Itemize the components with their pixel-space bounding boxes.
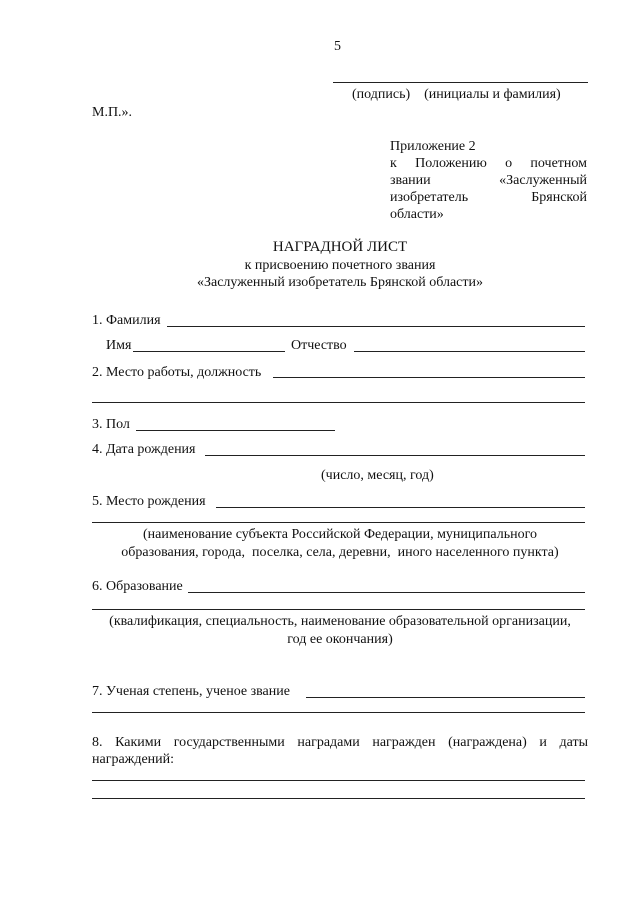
stamp-place: М.П.». (92, 105, 133, 120)
document-subtitle-1: к присвоению почетного звания (244, 258, 436, 273)
field-awards-line-2[interactable] (92, 798, 585, 799)
field-birthplace-line[interactable] (216, 507, 585, 508)
field-workplace-label: 2. Место работы, должность (92, 365, 262, 380)
document-title: НАГРАДНОЙ ЛИСТ (272, 239, 408, 255)
field-birthplace-line-2[interactable] (92, 522, 585, 523)
field-awards-line-1[interactable] (92, 780, 585, 781)
signature-line (333, 82, 588, 83)
appendix-line-2: к Положению о почетном (390, 156, 587, 171)
field-surname-line[interactable] (167, 326, 585, 327)
appendix-line-5: области» (390, 207, 444, 222)
field-education-line[interactable] (188, 592, 585, 593)
field-awards-label-2: награждений: (92, 752, 175, 767)
field-workplace-line-2[interactable] (92, 402, 585, 403)
field-education-hint-1: (квалификация, специальность, наименование образовательной организации, (109, 614, 571, 629)
field-name-label: Имя (106, 338, 132, 353)
field-degree-line-2[interactable] (92, 712, 585, 713)
field-surname-label: 1. Фамилия (92, 313, 161, 328)
field-degree-label: 7. Ученая степень, ученое звание (92, 684, 290, 699)
document-subtitle-2: «Заслуженный изобретатель Брянской области» (196, 275, 483, 290)
appendix-line-4: изобретатель Брянской (390, 190, 587, 205)
field-degree-line[interactable] (306, 697, 585, 698)
appendix-line-3: звании «Заслуженный (390, 173, 587, 188)
field-birthdate-line[interactable] (205, 455, 585, 456)
appendix-line-1: Приложение 2 (390, 139, 476, 154)
field-awards-label-1: 8. Какими государственными наградами награжден (награждена) и даты (92, 735, 588, 750)
field-birthplace-label: 5. Место рождения (92, 494, 206, 509)
page-number: 5 (334, 39, 341, 54)
field-patronymic-label: Отчество (291, 338, 347, 353)
field-workplace-line[interactable] (273, 377, 585, 378)
field-education-hint-2: год ее окончания) (287, 632, 393, 647)
field-birthdate-label: 4. Дата рождения (92, 442, 196, 457)
field-birthplace-hint-2: образования, города, поселка, села, деревни, иного населенного пункта) (121, 545, 559, 560)
field-sex-label: 3. Пол (92, 417, 130, 432)
appendix-block (390, 138, 587, 223)
field-education-line-2[interactable] (92, 609, 585, 610)
field-birthplace-hint-1: (наименование субъекта Российской Федерации, муниципального (143, 527, 537, 542)
field-name-line[interactable] (133, 351, 285, 352)
signature-caption: (подпись) (инициалы и фамилия) (352, 87, 561, 102)
field-education-label: 6. Образование (92, 579, 183, 594)
field-sex-line[interactable] (136, 430, 335, 431)
field-patronymic-line[interactable] (354, 351, 585, 352)
field-birthdate-hint: (число, месяц, год) (321, 468, 434, 483)
